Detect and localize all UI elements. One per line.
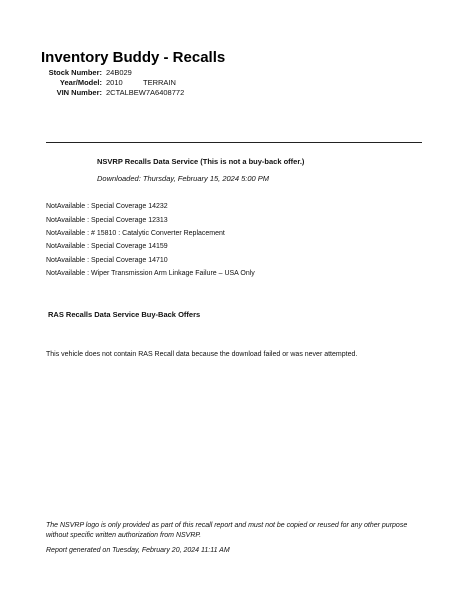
list-item: NotAvailable : Special Coverage 14159 [46, 243, 168, 250]
report-generated-text: Report generated on Tuesday, February 20, 2024 11:11 AM [46, 547, 230, 554]
vin-number-label: VIN Number: [56, 88, 102, 97]
stock-number-value: 24B029 [106, 68, 132, 77]
list-item: NotAvailable : Wiper Transmission Arm Linkage Failure – USA Only [46, 270, 255, 277]
year-model-label: Year/Model: [59, 78, 102, 87]
nsvrp-downloaded: Downloaded: Thursday, February 15, 2024 5:00 PM [97, 174, 270, 183]
page-title: Inventory Buddy - Recalls [41, 49, 226, 66]
list-item: NotAvailable : Special Coverage 12313 [46, 217, 168, 224]
list-item: NotAvailable : Special Coverage 14710 [46, 257, 168, 264]
disclaimer-text: The NSVRP logo is only provided as part of this recall report and must not be copied or reused for any other purpose without specific written authorization from NSVRP. [46, 522, 408, 539]
ras-heading: RAS Recalls Data Service Buy-Back Offers [48, 310, 201, 319]
ras-message: This vehicle does not contain RAS Recall data because the download failed or was never attempted. [46, 351, 358, 358]
vin-number-value: 2CTALBEW7A6408772 [106, 88, 185, 97]
year-value: 2010 [106, 78, 123, 87]
header-divider [46, 142, 422, 143]
stock-number-label: Stock Number: [48, 68, 102, 77]
list-item: NotAvailable : Special Coverage 14232 [46, 203, 168, 210]
model-value: TERRAIN [143, 78, 176, 87]
list-item: NotAvailable : # 15810 : Catalytic Converter Replacement [46, 230, 225, 237]
nsvrp-heading: NSVRP Recalls Data Service (This is not a buy-back offer.) [97, 157, 305, 166]
